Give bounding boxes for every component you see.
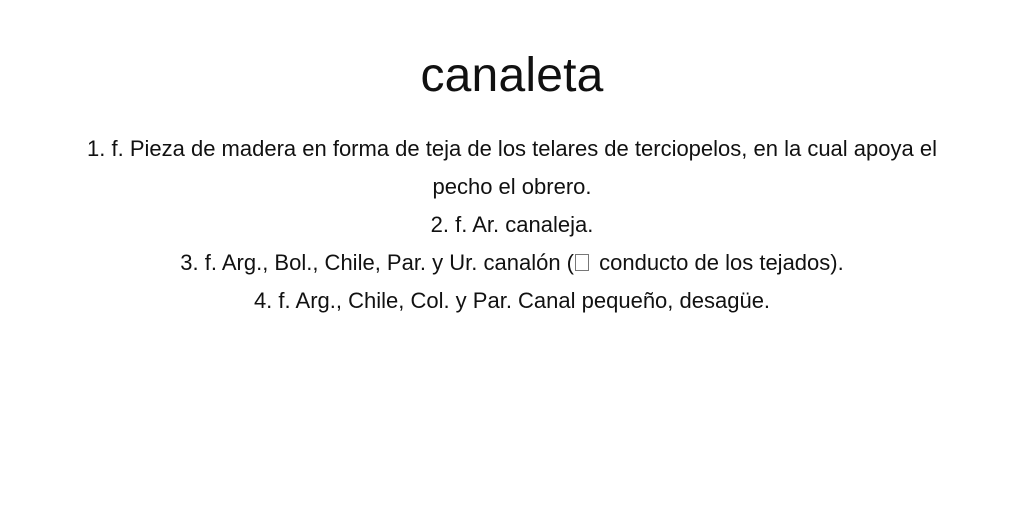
definition-3-text-before: 3. f. Arg., Bol., Chile, Par. y Ur. canalón ( — [180, 250, 574, 275]
definition-3-text-after: conducto de los tejados). — [593, 250, 844, 275]
definition-2: 2. f. Ar. canaleja. — [430, 212, 594, 237]
reference-box-icon — [575, 254, 589, 271]
definition-4: 4. f. Arg., Chile, Col. y Par. Canal pequeño, desagüe. — [253, 288, 771, 313]
definition-3 — [62, 244, 962, 282]
entry-title: canaleta — [420, 49, 604, 102]
definition-list — [62, 130, 962, 320]
definition-1: 1. f. Pieza de madera en forma de teja de los telares de terciopelos, en la cual apoya el pecho el obrero. — [87, 136, 937, 199]
